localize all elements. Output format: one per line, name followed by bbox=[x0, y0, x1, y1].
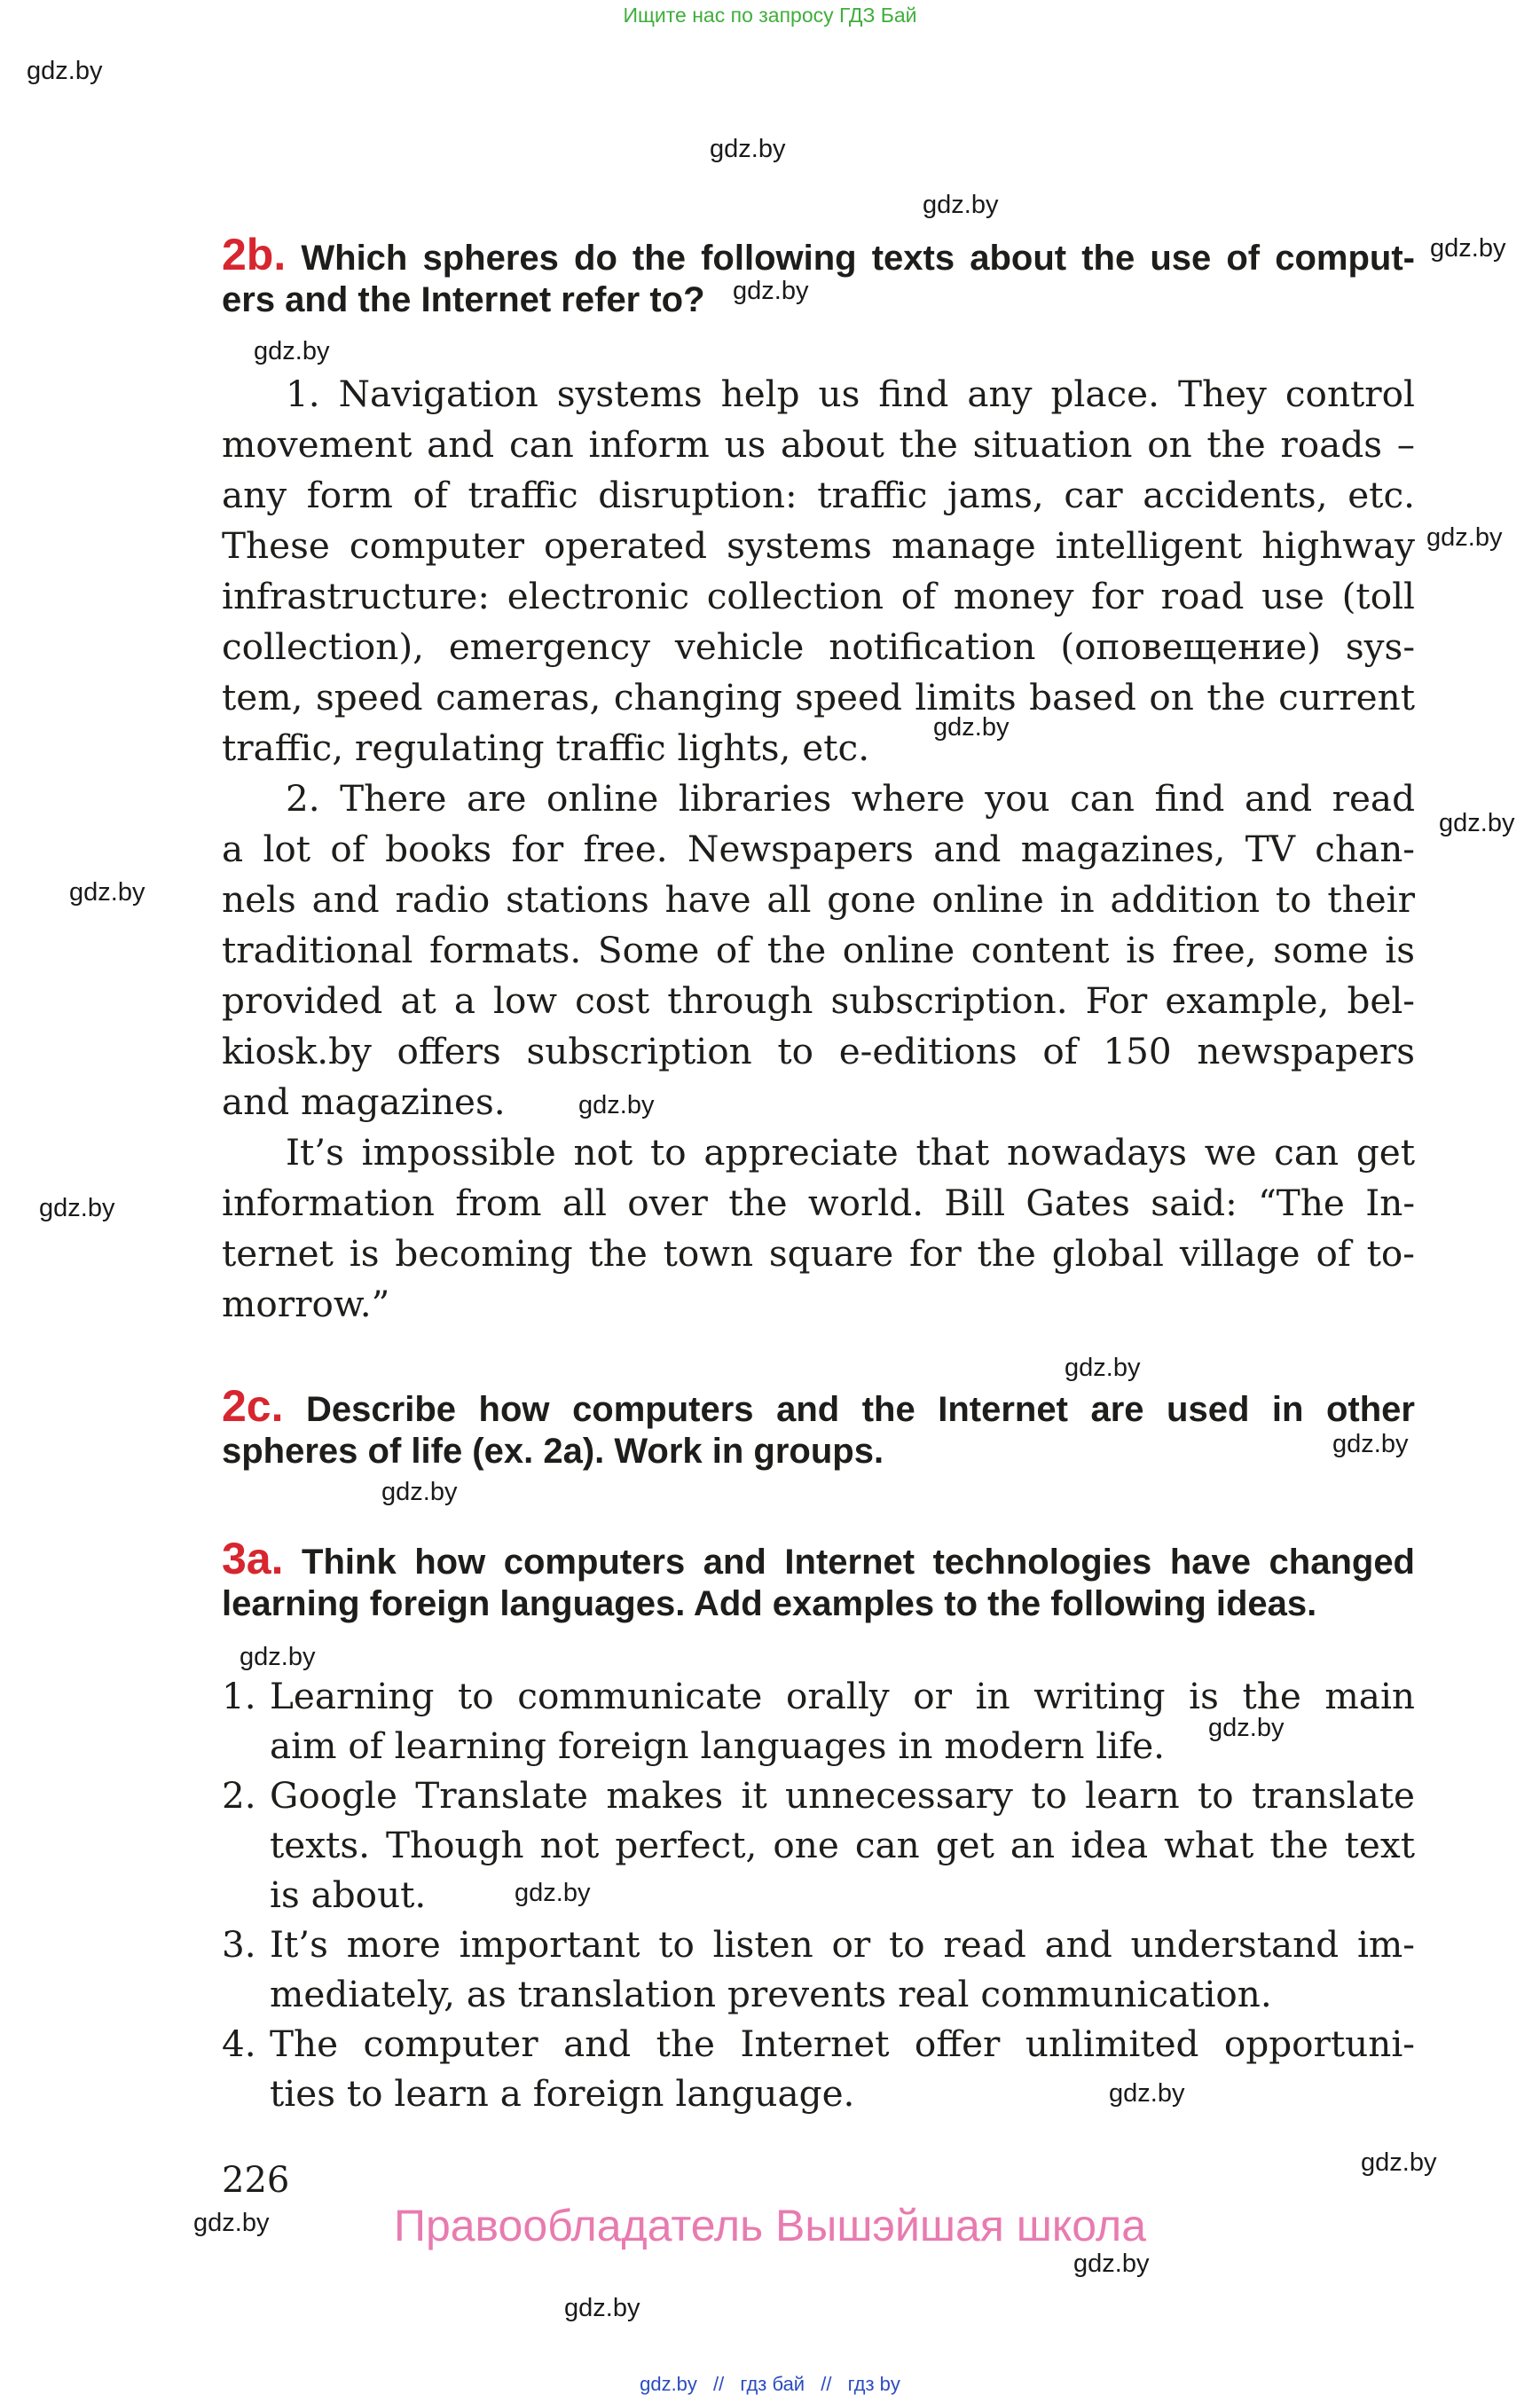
exercise-3a-heading-cont bbox=[222, 1582, 1415, 1627]
watermark: gdz.by bbox=[39, 1194, 115, 1222]
list-item-line: texts. Though not perfect, one can get an idea what the text bbox=[270, 1824, 1415, 1866]
text-line: It’s impossible not to appreciate that nowadays we can get bbox=[286, 1131, 1415, 1174]
watermark: gdz.by bbox=[1439, 809, 1515, 837]
watermark: gdz.by bbox=[1361, 2148, 1437, 2177]
heading-line: learning foreign languages. Add examples to the following ideas. bbox=[222, 1584, 1317, 1623]
watermark: gdz.by bbox=[1073, 2250, 1150, 2278]
text-line: infrastructure: electronic collection of money for road use (toll bbox=[222, 575, 1415, 617]
watermark: gdz.by bbox=[1109, 2079, 1185, 2108]
text-line: tem, speed cameras, changing speed limits based on the current bbox=[222, 676, 1415, 719]
text-line: 2. There are online libraries where you can find and read bbox=[286, 777, 1415, 820]
text-line: provided at a low cost through subscription. For example, bel- bbox=[222, 979, 1415, 1022]
watermark: gdz.by bbox=[515, 1879, 591, 1907]
list-item-line: It’s more important to listen or to read and understand im- bbox=[270, 1923, 1415, 1966]
watermark: gdz.by bbox=[923, 191, 999, 219]
exercise-3a-heading bbox=[222, 1536, 1415, 1585]
watermark: gdz.by bbox=[69, 878, 145, 907]
heading-line: ers and the Internet refer to? bbox=[222, 280, 705, 319]
text-line: movement and can inform us about the situation on the roads – bbox=[222, 423, 1415, 466]
watermark: gdz.by bbox=[1332, 1430, 1409, 1458]
bottom-links bbox=[0, 2373, 1540, 2396]
link-separator: // bbox=[821, 2373, 832, 2395]
exercise-number: 2c. bbox=[222, 1381, 284, 1431]
text-line: a lot of books for free. Newspapers and magazines, TV chan- bbox=[222, 828, 1415, 870]
list-item-number: 1. bbox=[222, 1675, 256, 1717]
list-item-line: Learning to communicate orally or in writing is the main bbox=[270, 1675, 1415, 1717]
exercise-2b-heading bbox=[222, 232, 1415, 281]
bottom-link-gdz-by[interactable]: gdz.by bbox=[640, 2373, 697, 2395]
heading-line: Think how computers and Internet technologies have changed bbox=[302, 1543, 1415, 1582]
text-line: These computer operated systems manage intelligent highway bbox=[222, 524, 1415, 567]
watermark: gdz.by bbox=[933, 713, 1010, 742]
bottom-link-gdz-by-ru[interactable]: гдз by bbox=[847, 2373, 900, 2395]
watermark: gdz.by bbox=[240, 1643, 316, 1671]
heading-line: Describe how computers and the Internet are used in other bbox=[306, 1390, 1415, 1429]
list-item-line: mediately, as translation prevents real communication. bbox=[270, 1973, 1272, 2015]
watermark: gdz.by bbox=[1208, 1714, 1285, 1742]
heading-line: spheres of life (ex. 2a). Work in groups. bbox=[222, 1432, 884, 1471]
text-line: ternet is becoming the town square for the global village of to- bbox=[222, 1232, 1415, 1275]
watermark: gdz.by bbox=[733, 277, 809, 305]
text-line: and magazines. bbox=[222, 1080, 506, 1123]
link-separator: // bbox=[713, 2373, 725, 2395]
text-line: traditional formats. Some of the online content is free, some is bbox=[222, 929, 1415, 971]
text-line: 1. Navigation systems help us find any place. They control bbox=[286, 373, 1415, 415]
text-line: morrow.” bbox=[222, 1283, 390, 1325]
watermark: gdz.by bbox=[193, 2209, 270, 2237]
list-item-line: ties to learn a foreign language. bbox=[270, 2072, 855, 2115]
list-item-number: 4. bbox=[222, 2022, 256, 2065]
list-item-number: 3. bbox=[222, 1923, 256, 1966]
copyright-notice: Правообладатель Вышэйшая школа bbox=[394, 2201, 1146, 2250]
watermark: gdz.by bbox=[254, 337, 330, 365]
page-number: 226 bbox=[222, 2160, 290, 2201]
list-item-line: Google Translate makes it unnecessary to learn to translate bbox=[270, 1774, 1415, 1817]
list-item-number: 2. bbox=[222, 1774, 256, 1817]
exercise-number: 3a. bbox=[222, 1534, 284, 1583]
exercise-number: 2b. bbox=[222, 230, 287, 279]
watermark: gdz.by bbox=[1065, 1354, 1141, 1382]
top-banner: Ищите нас по запросу ГДЗ Бай bbox=[623, 4, 917, 27]
text-line: kiosk.by offers subscription to e-editions of 150 newspapers bbox=[222, 1030, 1415, 1072]
text-line: information from all over the world. Bill Gates said: “The In- bbox=[222, 1182, 1415, 1224]
watermark: gdz.by bbox=[1426, 523, 1503, 552]
exercise-2c-heading bbox=[222, 1381, 1415, 1433]
text-line: any form of traffic disruption: traffic jams, car accidents, etc. bbox=[222, 474, 1415, 516]
bottom-link-gdz-bai[interactable]: гдз бай bbox=[740, 2373, 805, 2395]
watermark: gdz.by bbox=[27, 57, 103, 85]
text-line: nels and radio stations have all gone online in addition to their bbox=[222, 878, 1415, 921]
exercise-2b-heading-cont bbox=[222, 278, 1415, 323]
heading-line: Which spheres do the following texts about the use of comput- bbox=[301, 239, 1415, 278]
exercise-2c-heading-cont bbox=[222, 1429, 1415, 1474]
watermark: gdz.by bbox=[578, 1091, 655, 1119]
text-line: collection), emergency vehicle notification (оповещение) sys- bbox=[222, 625, 1415, 668]
list-item-line: is about. bbox=[270, 1873, 427, 1916]
watermark: gdz.by bbox=[1430, 234, 1506, 263]
watermark: gdz.by bbox=[710, 135, 786, 163]
watermark: gdz.by bbox=[564, 2294, 640, 2322]
text-line: traffic, regulating traffic lights, etc. bbox=[222, 726, 870, 769]
list-item-line: aim of learning foreign languages in modern life. bbox=[270, 1724, 1166, 1767]
watermark: gdz.by bbox=[381, 1478, 458, 1506]
list-item-line: The computer and the Internet offer unlimited opportuni- bbox=[270, 2022, 1415, 2065]
